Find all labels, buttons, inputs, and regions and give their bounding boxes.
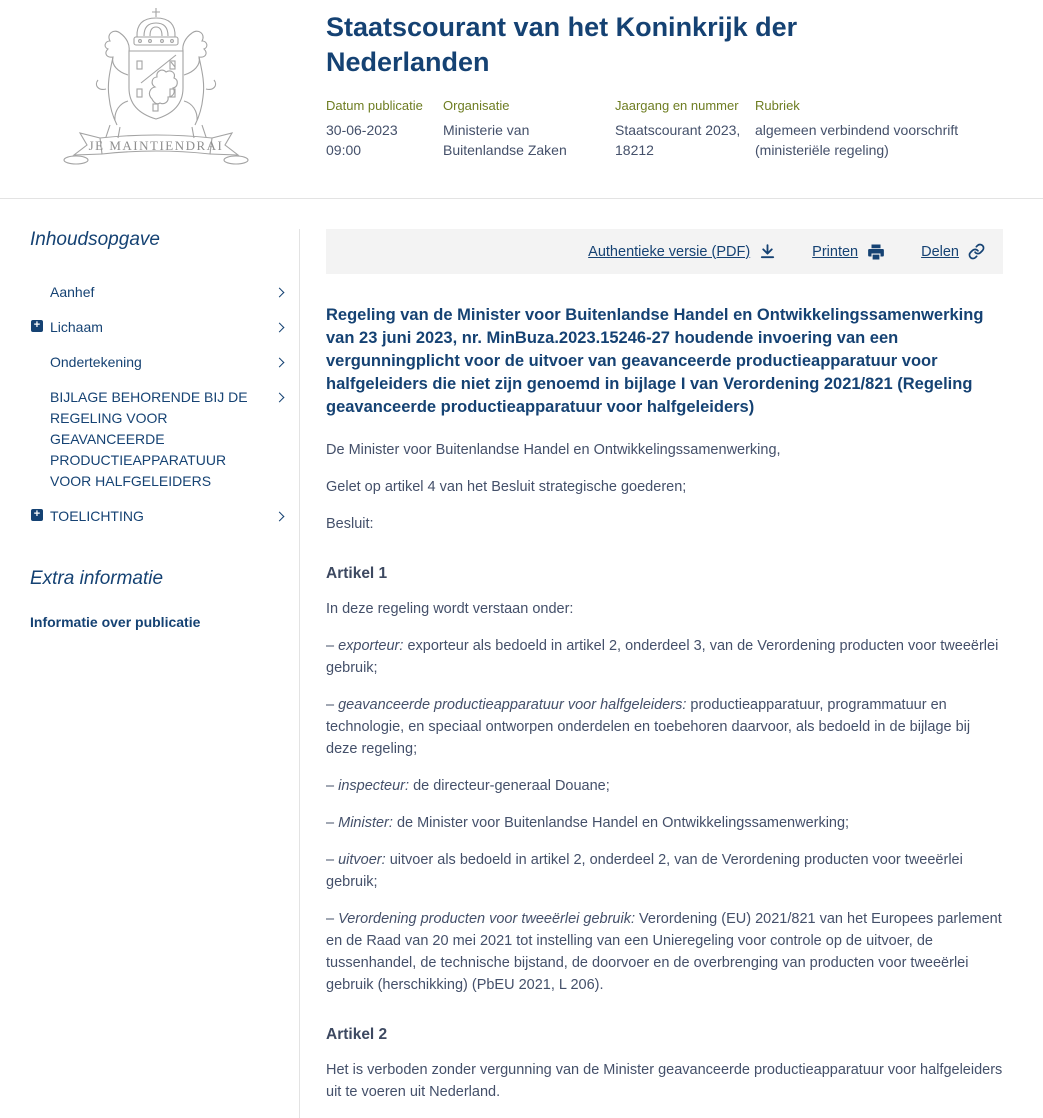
content-area — [0, 199, 1043, 1118]
meta-jaargang-nummer — [615, 98, 755, 160]
article — [326, 274, 1003, 1103]
definition-minister — [326, 812, 1003, 834]
toc-list — [30, 275, 285, 534]
download-icon — [759, 243, 776, 260]
sidebar-item-label: Ondertekening — [50, 354, 142, 370]
definition-term: Minister: — [338, 815, 393, 831]
definition-term: uitvoer: — [338, 852, 386, 868]
dash: – — [326, 852, 335, 868]
main-column — [300, 229, 1003, 1118]
publication-info-link[interactable]: Informatie over publicatie — [30, 614, 201, 630]
definition-term: geavanceerde productieapparatuur voor halfgeleiders: — [338, 697, 687, 713]
definition-text: Verordening (EU) 2021/821 van het Europees parlement en de Raad van 20 mei 2021 tot instelling van een Unieregeling voor controle op de uitvoer, de tussenhandel, de technische bijstand, de doorvoer en de overbrenging van producten voor tweeërlei gebruik (herschikking) (PbEU 2021, L 206). — [326, 911, 1002, 993]
meta-rubriek — [755, 98, 1003, 160]
chevron-right-icon — [275, 512, 285, 522]
coat-of-arms-icon — [40, 5, 272, 167]
definition-text: de directeur-generaal Douane; — [413, 778, 610, 794]
intro-paragraph: Gelet op artikel 4 van het Besluit strategische goederen; — [326, 479, 687, 495]
printer-icon — [867, 243, 885, 261]
definition-text: de Minister voor Buitenlandse Handel en Ontwikkelingssamenwerking; — [396, 815, 850, 831]
chevron-right-icon — [275, 393, 285, 403]
dash: – — [326, 638, 335, 654]
dash: – — [326, 697, 335, 713]
definition-productieapparatuur — [326, 694, 1003, 760]
intro-paragraph: De Minister voor Buitenlandse Handel en Ontwikkelingssamenwerking, — [326, 442, 781, 458]
document-toolbar — [326, 229, 1003, 274]
extra-info-heading: Extra informatie — [30, 568, 164, 589]
definition-term: exporteur: — [338, 638, 404, 654]
coat-of-arms-logo — [40, 5, 272, 172]
share-label[interactable]: Delen — [921, 243, 959, 260]
chevron-right-icon — [275, 288, 285, 298]
coat-of-arms-motto: JE MAINTIENDRAI — [88, 138, 224, 153]
artikel-2-heading: Artikel 2 — [326, 1026, 388, 1043]
meta-value: algemeen verbindend voorschrift (ministeriële regeling) — [755, 122, 959, 158]
meta-label: Rubriek — [755, 98, 800, 113]
meta-value: Staatscourant 2023, 18212 — [615, 122, 741, 158]
meta-organisatie — [443, 98, 615, 160]
regulation-title: Regeling van de Minister voor Buitenlandse Handel en Ontwikkelingssamenwerking van 23 juni 2023, nr. MinBuza.2023.15246-27 houdende invoering van een vergunningplicht voor de uitvoer van geavanceerde productieapparatuur voor halfgeleiders die niet zijn genoemd in bijlage I van Verordening 2021/821 (Regeling geavanceerde productieapparatuur voor halfgeleiders) — [326, 306, 984, 416]
meta-value: Ministerie van Buitenlandse Zaken — [443, 122, 567, 158]
definition-verordening — [326, 908, 1003, 996]
expand-plus-icon[interactable] — [31, 320, 43, 332]
page-title: Staatscourant van het Koninkrijk der Nederlanden — [326, 12, 798, 77]
definition-text: exporteur als bedoeld in artikel 2, onderdeel 3, van de Verordening producten voor tweeërlei gebruik; — [326, 638, 999, 676]
meta-datum-publicatie — [326, 98, 443, 160]
sidebar — [30, 229, 300, 1118]
meta-label: Datum publicatie — [326, 98, 423, 113]
print-label[interactable]: Printen — [812, 243, 859, 260]
sidebar-item-lichaam[interactable] — [30, 310, 285, 345]
dash: – — [326, 911, 335, 927]
definition-inspecteur — [326, 775, 1003, 797]
sidebar-item-label: TOELICHTING — [50, 508, 144, 524]
definition-term: Verordening producten voor tweeërlei gebruik: — [338, 911, 635, 927]
definition-exporteur — [326, 635, 1003, 679]
link-icon — [968, 243, 985, 260]
authentic-pdf-link[interactable] — [588, 243, 776, 260]
sidebar-item-toelichting[interactable] — [30, 499, 285, 534]
artikel-2-text: Het is verboden zonder vergunning van de Minister geavanceerde productieapparatuur voor halfgeleiders uit te voeren uit Nederland. — [326, 1062, 1003, 1100]
definition-text: uitvoer als bedoeld in artikel 2, onderdeel 2, van de Verordening producten voor tweeërlei gebruik; — [326, 852, 963, 890]
artikel-1-heading: Artikel 1 — [326, 565, 388, 582]
sidebar-item-label: Aanhef — [50, 284, 95, 300]
chevron-right-icon — [275, 323, 285, 333]
sidebar-item-bijlage[interactable] — [30, 380, 285, 499]
expand-plus-icon[interactable] — [31, 509, 43, 521]
artikel-1-lead: In deze regeling wordt verstaan onder: — [326, 601, 574, 617]
sidebar-item-label: Lichaam — [50, 319, 103, 335]
page-header — [0, 0, 1043, 172]
sidebar-item-aanhef[interactable] — [30, 275, 285, 310]
authentic-pdf-label[interactable]: Authentieke versie (PDF) — [588, 243, 751, 260]
dash: – — [326, 778, 335, 794]
sidebar-item-label: BIJLAGE BEHORENDE BIJ DE REGELING VOOR GEAVANCEERDE PRODUCTIEAPPARATUUR VOOR HALFGELEIDERS — [50, 389, 248, 489]
meta-label: Organisatie — [443, 98, 510, 113]
intro-paragraph: Besluit: — [326, 516, 374, 532]
share-link[interactable] — [921, 243, 985, 260]
dash: – — [326, 815, 335, 831]
publication-metadata — [326, 98, 1003, 160]
print-link[interactable] — [812, 243, 885, 261]
definition-term: inspecteur: — [338, 778, 410, 794]
definition-uitvoer — [326, 849, 1003, 893]
sidebar-item-ondertekening[interactable] — [30, 345, 285, 380]
meta-label: Jaargang en nummer — [615, 98, 739, 113]
definition-text: productieapparatuur, programmatuur en technologie, en speciaal ontworpen onderdelen en toebehoren daarvoor, als bedoeld in de bijlage bij deze regeling; — [326, 697, 971, 757]
meta-value: 30-06-2023 09:00 — [326, 122, 398, 158]
toc-heading: Inhoudsopgave — [30, 229, 160, 250]
chevron-right-icon — [275, 358, 285, 368]
